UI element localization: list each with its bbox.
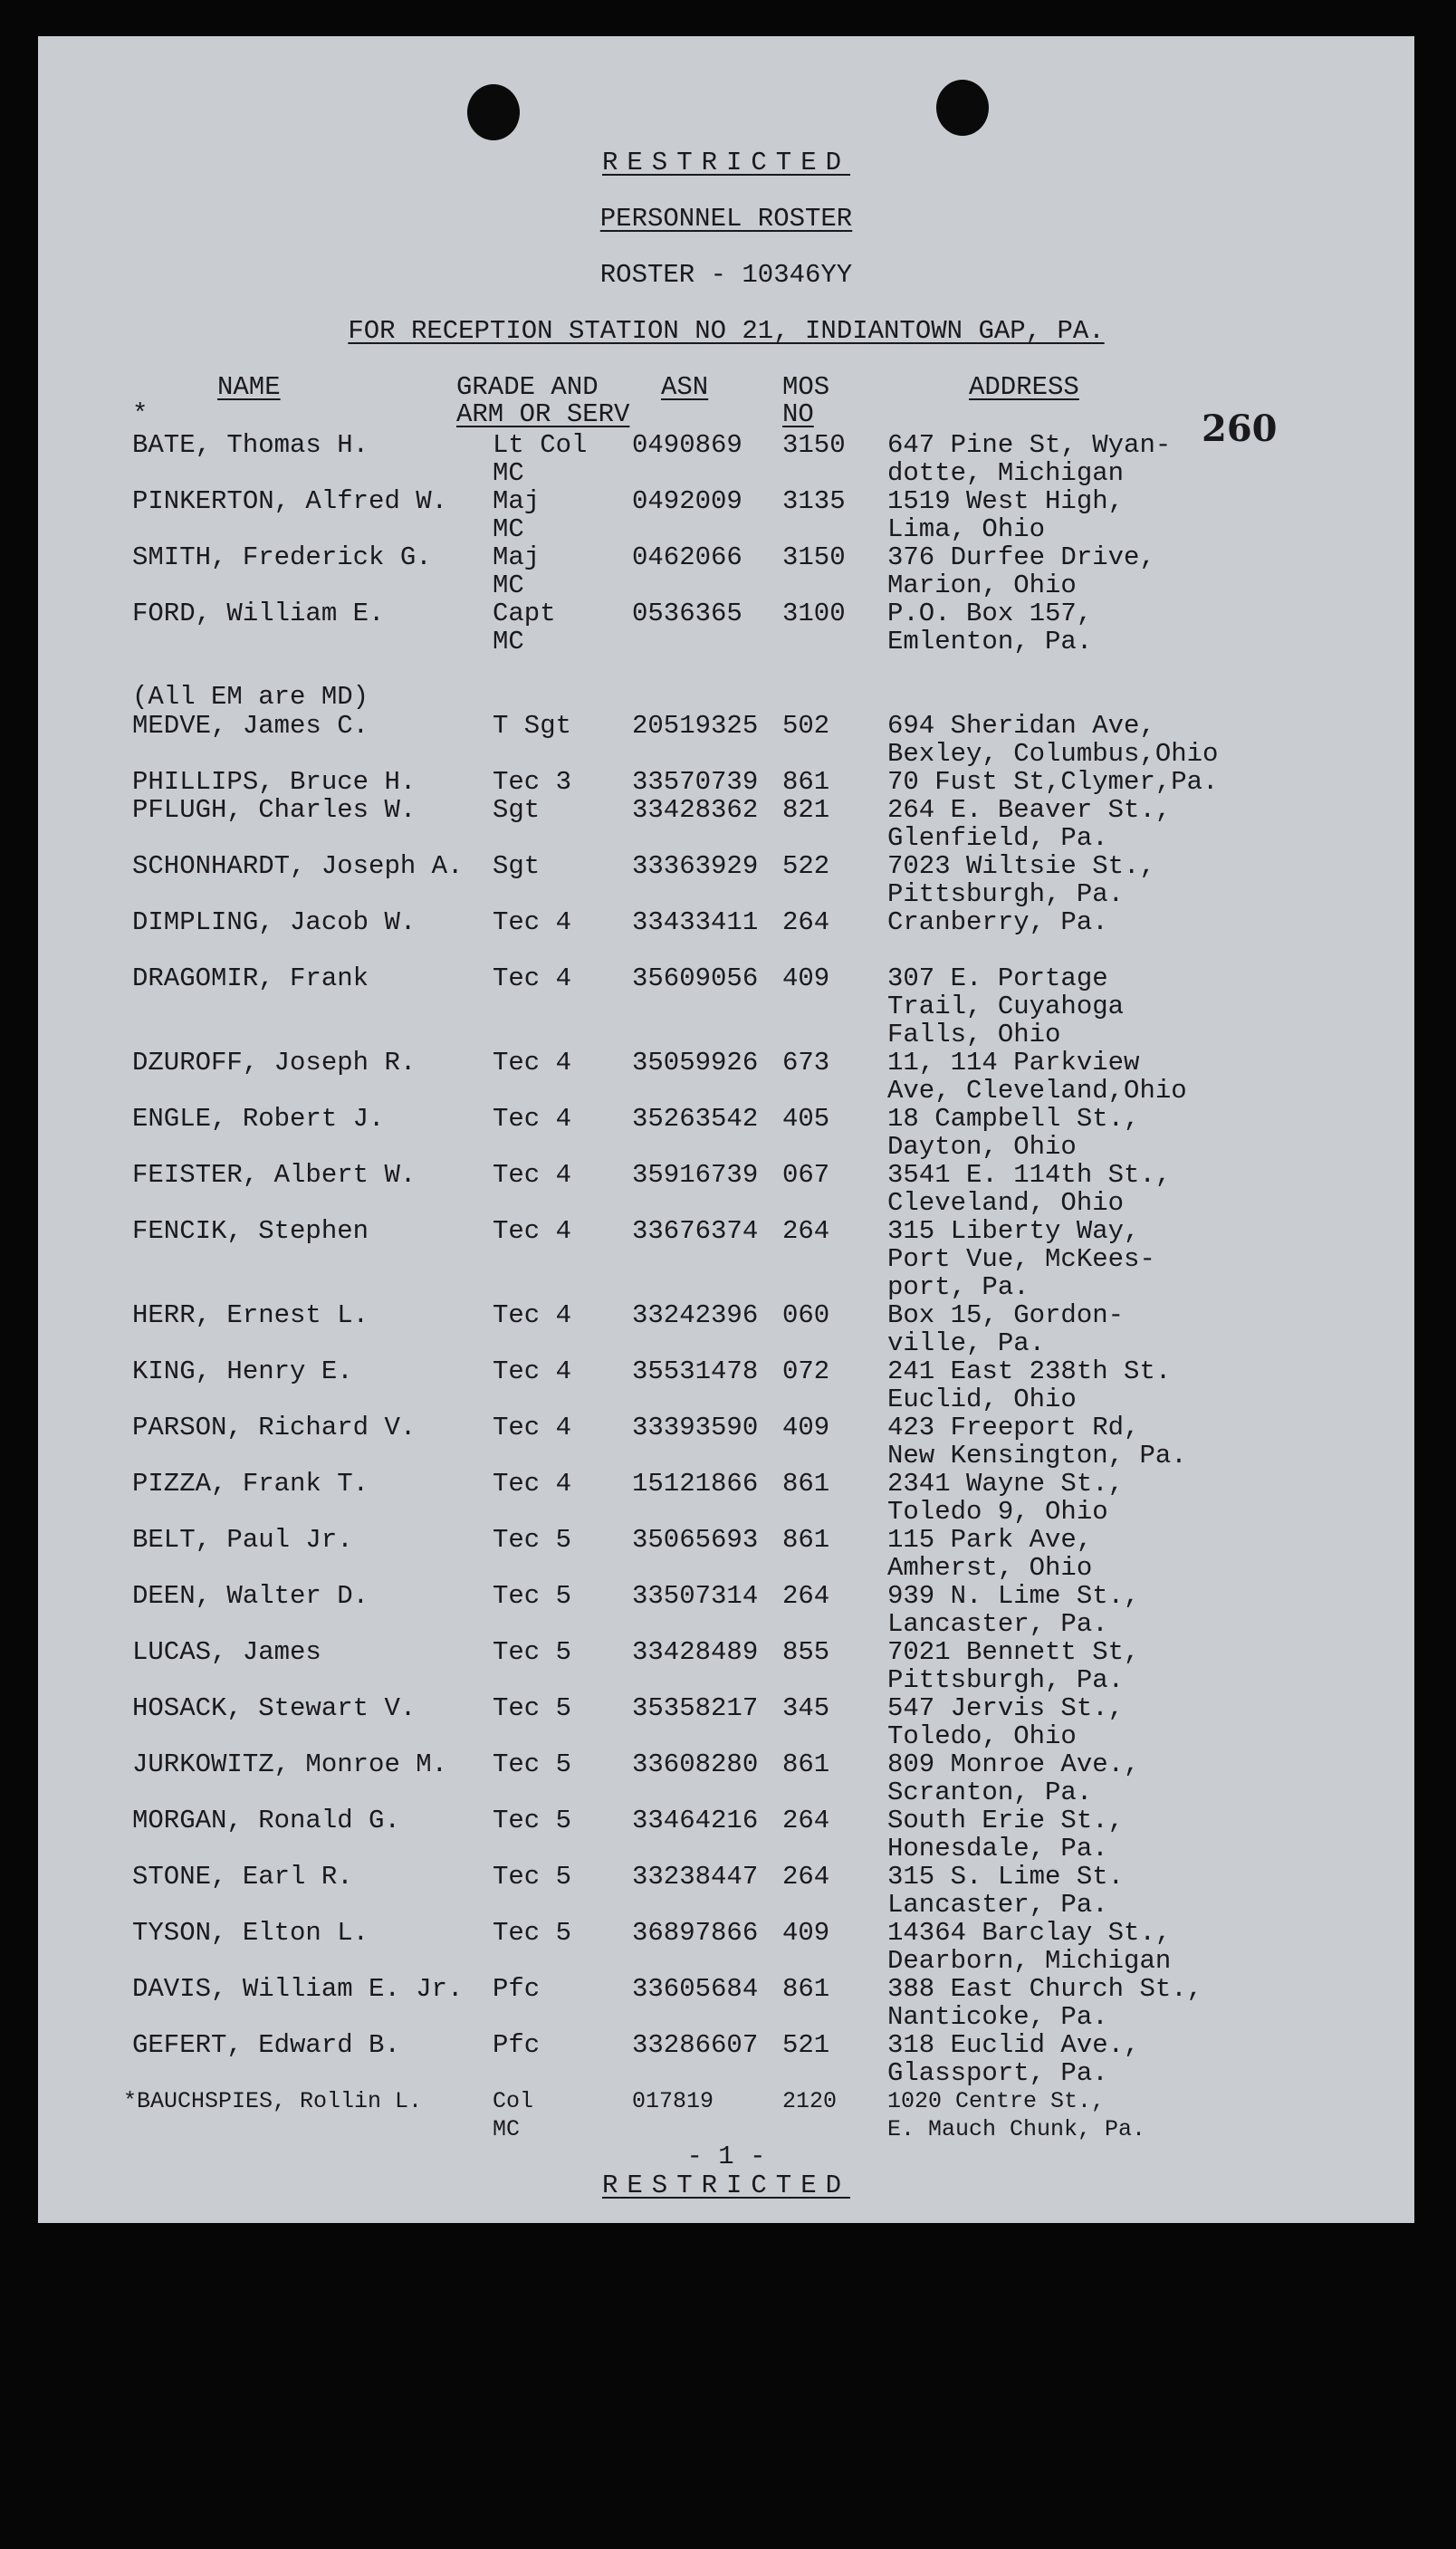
col-header-mos: MOS [782,372,830,402]
roster-grade: Tec 5 [493,1581,572,1611]
roster-address-line: 547 Jervis St., [887,1693,1125,1723]
roster-address-line: 14364 Barclay St., [887,1918,1172,1948]
roster-asn: 33393590 [632,1413,759,1442]
roster-name: SMITH, Frederick G. [132,542,432,572]
roster-arm: MC [493,514,524,544]
roster-address-line: Honesdale, Pa. [887,1834,1108,1864]
roster-grade: Tec 5 [493,1749,572,1779]
roster-asn: 35059926 [632,1048,759,1078]
roster-grade: Tec 5 [493,1862,572,1892]
roster-address-line: 307 E. Portage [887,963,1108,993]
col-header-name: NAME [217,372,281,402]
roster-asn: 33605684 [632,1974,759,2004]
roster-address-line: ville, Pa. [887,1328,1046,1358]
roster-name: DZUROFF, Joseph R. [132,1048,417,1078]
roster-name: STONE, Earl R. [132,1862,353,1892]
col-header-address: ADDRESS [969,372,1079,402]
roster-name: PINKERTON, Alfred W. [132,486,448,516]
roster-mos: 861 [782,1469,830,1499]
roster-asn: 33428362 [632,795,759,825]
roster-name: FENCIK, Stephen [132,1216,369,1246]
roster-mos: 3135 [782,486,846,516]
roster-mos: 409 [782,963,830,993]
roster-asn: 33242396 [632,1300,759,1330]
roster-mos: 345 [782,1693,830,1723]
roster-name: BELT, Paul Jr. [132,1525,353,1555]
roster-mos: 3150 [782,542,846,572]
roster-address-line: 18 Campbell St., [887,1104,1140,1134]
roster-address-line: Nanticoke, Pa. [887,2002,1108,2032]
roster-address-line: 939 N. Lime St., [887,1581,1140,1611]
roster-arm: MC [493,2116,521,2142]
roster-name: TYSON, Elton L. [132,1918,369,1948]
roster-grade: Tec 4 [493,907,572,937]
roster-asn: 33507314 [632,1581,759,1611]
roster-name: LUCAS, James [132,1637,321,1667]
roster-grade: Lt Col [493,430,588,460]
roster-grade: Pfc [493,2030,541,2060]
roster-address-line: 694 Sheridan Ave, [887,711,1155,741]
roster-address-line: 1519 West High, [887,486,1125,516]
roster-arm: MC [493,570,524,600]
roster-address-line: Dayton, Ohio [887,1132,1077,1162]
roster-asn: 35531478 [632,1356,759,1386]
roster-address-line: Box 15, Gordon- [887,1300,1125,1330]
roster-grade: Col [493,2088,534,2114]
document-title: PERSONNEL ROSTER [599,204,853,234]
roster-mos: 521 [782,2030,830,2060]
roster-mos: 2120 [782,2088,838,2114]
roster-address-line: Marion, Ohio [887,570,1077,600]
roster-address-line: P.O. Box 157, [887,599,1093,628]
roster-grade: Tec 4 [493,1160,572,1190]
roster-address-line: 2341 Wayne St., [887,1469,1125,1499]
roster-address-line: Cleveland, Ohio [887,1188,1125,1218]
roster-address-line: 315 Liberty Way, [887,1216,1140,1246]
roster-grade: Tec 4 [493,963,572,993]
roster-name: HERR, Ernest L. [132,1300,369,1330]
roster-address-line: Lancaster, Pa. [887,1609,1108,1639]
roster-address-line: Pittsburgh, Pa. [887,879,1125,909]
roster-grade: Maj [493,486,541,516]
roster-address-line: Glenfield, Pa. [887,823,1108,853]
roster-mos: 060 [782,1300,830,1330]
roster-grade: Sgt [493,851,541,881]
roster-address-line: Lancaster, Pa. [887,1890,1108,1920]
roster-page [38,36,1414,2223]
roster-address-line: Ave, Cleveland,Ohio [887,1076,1187,1106]
roster-asn: 33428489 [632,1637,759,1667]
roster-grade: Tec 4 [493,1469,572,1499]
roster-mos: 502 [782,711,830,741]
roster-grade: Tec 4 [493,1300,572,1330]
roster-asn: 33676374 [632,1216,759,1246]
roster-arm: MC [493,458,524,488]
roster-grade: Tec 5 [493,1693,572,1723]
roster-name: PFLUGH, Charles W. [132,795,417,825]
roster-asn: 33286607 [632,2030,759,2060]
roster-mos: 3150 [782,430,846,460]
roster-asn: 33433411 [632,907,759,937]
roster-name: JURKOWITZ, Monroe M. [132,1749,448,1779]
roster-asn: 35916739 [632,1160,759,1190]
roster-asn: 15121866 [632,1469,759,1499]
roster-address-line: 7023 Wiltsie St., [887,851,1155,881]
roster-mos: 072 [782,1356,830,1386]
roster-name: *BAUCHSPIES, Rollin L. [123,2088,423,2114]
roster-name: FEISTER, Albert W. [132,1160,417,1190]
roster-grade: Tec 5 [493,1525,572,1555]
roster-name: DEEN, Walter D. [132,1581,369,1611]
roster-address-line: Toledo, Ohio [887,1721,1077,1751]
roster-grade: Tec 4 [493,1104,572,1134]
roster-name: KING, Henry E. [132,1356,353,1386]
roster-mos: 264 [782,1216,830,1246]
roster-address-line: Scranton, Pa. [887,1778,1093,1807]
roster-mos: 264 [782,1862,830,1892]
roster-asn: 0462066 [632,542,742,572]
roster-grade: Capt [493,599,556,628]
roster-address-line: 647 Pine St, Wyan- [887,430,1172,460]
roster-mos: 861 [782,1974,830,2004]
roster-address-line: 115 Park Ave, [887,1525,1093,1555]
roster-address-line: Trail, Cuyahoga [887,992,1125,1021]
classification-footer: RESTRICTED [601,2170,851,2200]
station-line: FOR RECEPTION STATION NO 21, INDIANTOWN GAP, PA. [348,316,1105,346]
roster-grade: Tec 4 [493,1216,572,1246]
roster-address-line: Falls, Ohio [887,1020,1061,1049]
col-header-arm: ARM OR SERV [456,399,630,429]
page-number: - 1 - [686,2142,766,2171]
roster-name: FORD, William E. [132,599,385,628]
roster-grade: Tec 5 [493,1637,572,1667]
roster-address-line: Glassport, Pa. [887,2058,1108,2088]
roster-address-line: New Kensington, Pa. [887,1441,1187,1471]
roster-grade: Sgt [493,795,541,825]
roster-asn: 0490869 [632,430,742,460]
roster-address-line: Amherst, Ohio [887,1553,1093,1583]
enlisted-note: (All EM are MD) [132,682,369,712]
roster-mos: 861 [782,1749,830,1779]
roster-name: SCHONHARDT, Joseph A. [132,851,464,881]
roster-address-line: 1020 Centre St., [887,2088,1106,2114]
punch-hole [936,80,989,136]
roster-asn: 35358217 [632,1693,759,1723]
roster-name: PHILLIPS, Bruce H. [132,767,417,797]
roster-address-line: South Erie St., [887,1806,1125,1835]
roster-address-line: Toledo 9, Ohio [887,1497,1108,1527]
roster-arm: MC [493,627,524,656]
roster-grade: Pfc [493,1974,541,2004]
roster-mos: 067 [782,1160,830,1190]
margin-number: 260 [1202,407,1278,450]
roster-address-line: Bexley, Columbus,Ohio [887,739,1219,769]
roster-asn: 0536365 [632,599,742,628]
roster-address-line: Pittsburgh, Pa. [887,1665,1125,1695]
col-header-asn: ASN [661,372,709,402]
roster-address-line: port, Pa. [887,1272,1030,1302]
roster-address-line: Port Vue, McKees- [887,1244,1155,1274]
roster-mos: 264 [782,907,830,937]
roster-grade: T Sgt [493,711,572,741]
roster-mos: 522 [782,851,830,881]
roster-address-line: 7021 Bennett St, [887,1637,1140,1667]
roster-grade: Tec 5 [493,1806,572,1835]
roster-address-line: 70 Fust St,Clymer,Pa. [887,767,1219,797]
punch-hole [467,84,520,140]
roster-address-line: Emlenton, Pa. [887,627,1093,656]
roster-name: PARSON, Richard V. [132,1413,417,1442]
roster-name: DIMPLING, Jacob W. [132,907,417,937]
roster-mos: 264 [782,1581,830,1611]
roster-grade: Maj [493,542,541,572]
roster-address-line: 264 E. Beaver St., [887,795,1172,825]
roster-grade: Tec 4 [493,1413,572,1442]
roster-asn: 33570739 [632,767,759,797]
roster-mos: 673 [782,1048,830,1078]
roster-asn: 017819 [632,2088,714,2114]
roster-address-line: 3541 E. 114th St., [887,1160,1172,1190]
roster-name: DAVIS, William E. Jr. [132,1974,464,2004]
classification-header: RESTRICTED [601,148,851,177]
roster-name: BATE, Thomas H. [132,430,369,460]
roster-address-line: 318 Euclid Ave., [887,2030,1140,2060]
roster-address-line: E. Mauch Chunk, Pa. [887,2116,1146,2142]
roster-address-line: Cranberry, Pa. [887,907,1108,937]
roster-mos: 409 [782,1413,830,1442]
roster-asn: 33238447 [632,1862,759,1892]
roster-asn: 35065693 [632,1525,759,1555]
roster-name: ENGLE, Robert J. [132,1104,385,1134]
roster-mos: 861 [782,767,830,797]
roster-mos: 821 [782,795,830,825]
roster-asn: 20519325 [632,711,759,741]
roster-grade: Tec 5 [493,1918,572,1948]
roster-address-line: 315 S. Lime St. [887,1862,1125,1892]
roster-grade: Tec 4 [493,1356,572,1386]
roster-mos: 405 [782,1104,830,1134]
roster-address-line: 423 Freeport Rd, [887,1413,1140,1442]
roster-grade: Tec 4 [493,1048,572,1078]
roster-number: ROSTER - 10346YY [599,260,853,290]
roster-address-line: dotte, Michigan [887,458,1125,488]
roster-name: PIZZA, Frank T. [132,1469,369,1499]
roster-name: DRAGOMIR, Frank [132,963,369,993]
roster-name: GEFERT, Edward B. [132,2030,400,2060]
roster-mos: 3100 [782,599,846,628]
roster-asn: 33464216 [632,1806,759,1835]
roster-mos: 855 [782,1637,830,1667]
col-header-mos-no: NO [782,399,814,429]
roster-address-line: Euclid, Ohio [887,1385,1077,1414]
roster-name: MORGAN, Ronald G. [132,1806,400,1835]
roster-asn: 33363929 [632,851,759,881]
roster-mos: 861 [782,1525,830,1555]
roster-asn: 35263542 [632,1104,759,1134]
col-header-grade: GRADE AND [456,372,599,402]
roster-address-line: 809 Monroe Ave., [887,1749,1140,1779]
roster-asn: 35609056 [632,963,759,993]
roster-mos: 409 [782,1918,830,1948]
roster-address-line: 241 East 238th St. [887,1356,1172,1386]
roster-name: HOSACK, Stewart V. [132,1693,417,1723]
roster-asn: 33608280 [632,1749,759,1779]
col-header-mark: * [132,399,148,429]
roster-address-line: 11, 114 Parkview [887,1048,1140,1078]
roster-asn: 36897866 [632,1918,759,1948]
roster-asn: 0492009 [632,486,742,516]
roster-grade: Tec 3 [493,767,572,797]
roster-address-line: 388 East Church St., [887,1974,1203,2004]
roster-address-line: 376 Durfee Drive, [887,542,1155,572]
roster-address-line: Lima, Ohio [887,514,1046,544]
roster-mos: 264 [782,1806,830,1835]
roster-name: MEDVE, James C. [132,711,369,741]
roster-address-line: Dearborn, Michigan [887,1946,1172,1976]
